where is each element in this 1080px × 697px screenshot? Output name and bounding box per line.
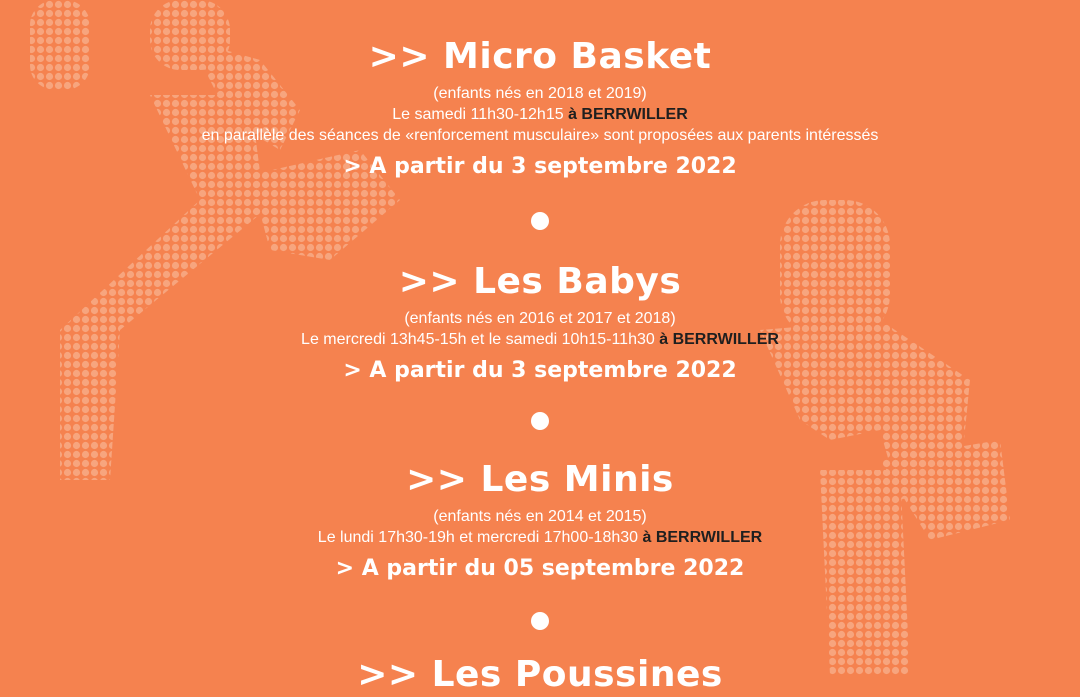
- start-date: > A partir du 05 septembre 2022: [335, 556, 745, 581]
- schedule-text: Le mercredi 13h45-15h et le samedi 10h15-11h30: [301, 331, 655, 348]
- section-micro-basket: [0, 35, 1080, 182]
- section-title: >> Micro Basket: [368, 36, 712, 77]
- section-les-babys: [0, 260, 1080, 386]
- birth-years: (enfants nés en 2016 et 2017 et 2018): [404, 310, 676, 327]
- location-text: à BERRWILLER: [568, 106, 688, 123]
- location-text: à BERRWILLER: [659, 331, 779, 348]
- location-text: à BERRWILLER: [642, 529, 763, 546]
- section-les-poussines: [0, 653, 1080, 697]
- section-les-minis: [0, 458, 1080, 584]
- schedule-text: Le samedi 11h30-12h15: [392, 106, 564, 123]
- separator-dot: [531, 212, 549, 230]
- section-title: >> Les Poussines: [357, 654, 723, 695]
- schedule-line: [0, 104, 1080, 125]
- separator-dot: [531, 412, 549, 430]
- section-title: >> Les Babys: [398, 261, 682, 302]
- schedule-text: Le lundi 17h30-19h et mercredi 17h00-18h30: [317, 529, 639, 546]
- schedule-line: [0, 329, 1080, 350]
- section-title: >> Les Minis: [406, 459, 674, 500]
- birth-years: (enfants nés en 2018 et 2019): [433, 85, 647, 102]
- start-date: > A partir du 3 septembre 2022: [343, 358, 737, 383]
- parent-note: en parallèle des séances de «renforcement musculaire» sont proposées aux parents intéressés: [201, 127, 879, 144]
- schedule-line: [0, 527, 1080, 548]
- separator-dot: [531, 612, 549, 630]
- start-date: > A partir du 3 septembre 2022: [343, 154, 737, 179]
- birth-years: (enfants nés en 2014 et 2015): [433, 508, 647, 525]
